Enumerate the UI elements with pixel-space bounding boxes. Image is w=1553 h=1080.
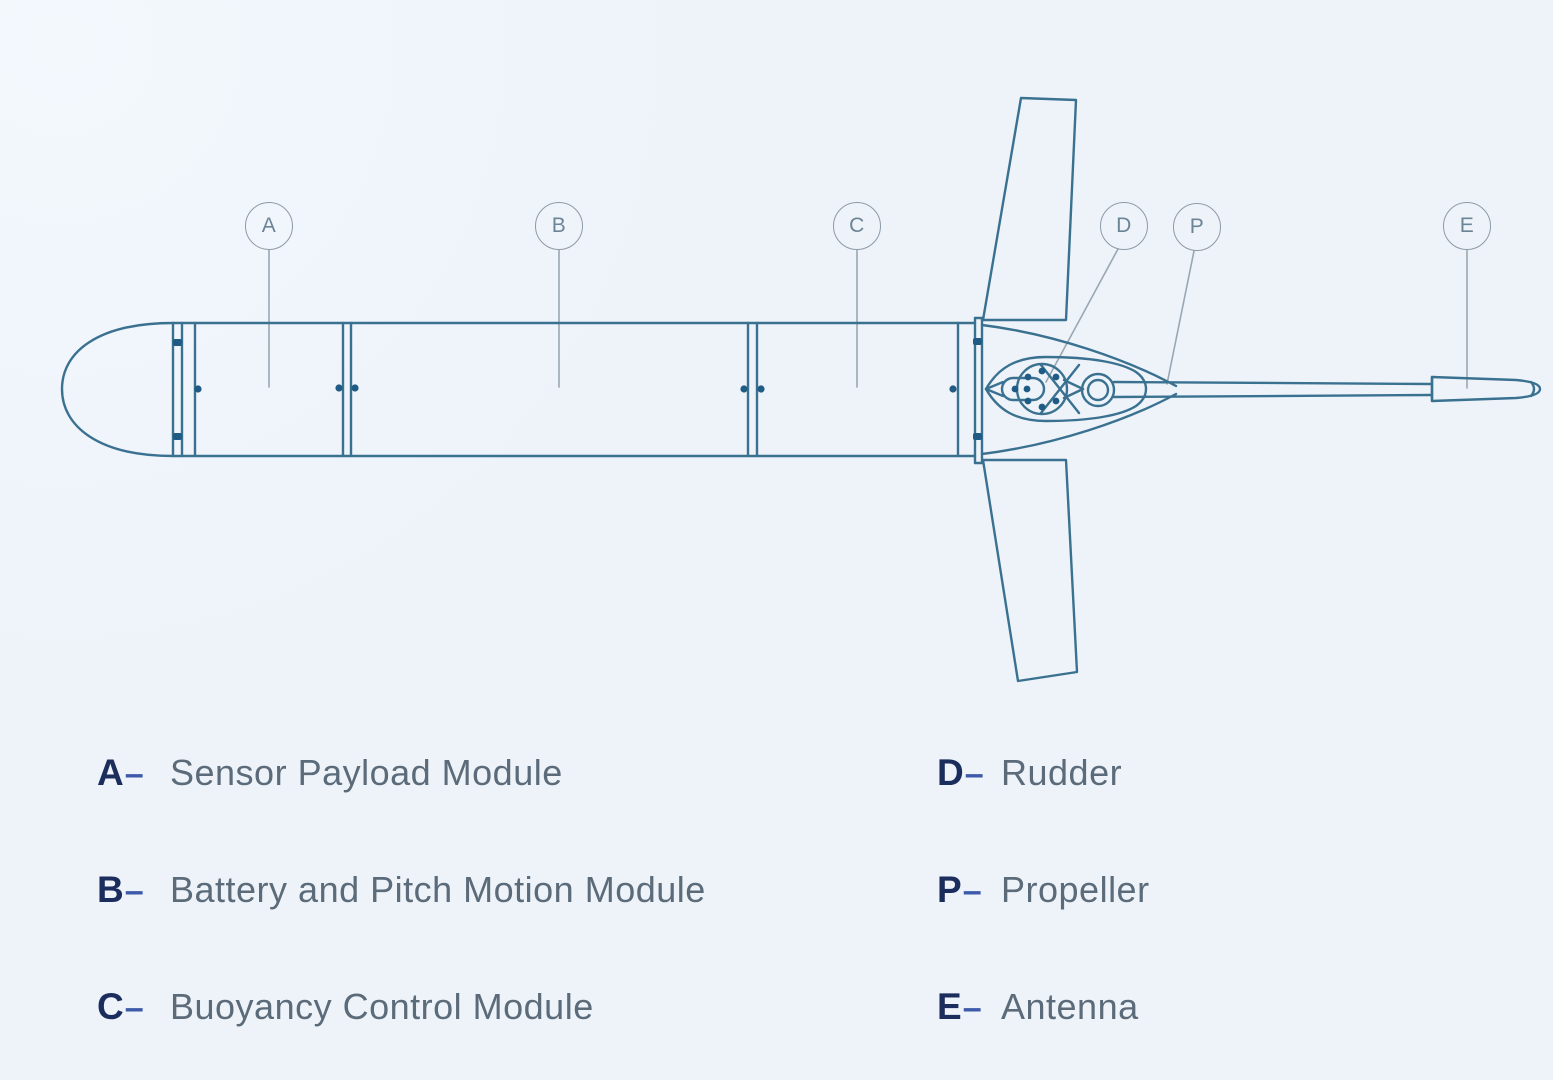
antenna-rod-bottom [1114, 395, 1432, 397]
actuator-dot [1012, 386, 1019, 393]
legend-label-p: Propeller [1001, 869, 1150, 910]
dash: – [124, 989, 144, 1027]
fastener [173, 339, 182, 346]
legend-key-c: C– [97, 986, 144, 1027]
fastener [194, 385, 201, 392]
callout-b [535, 202, 583, 250]
fastener [173, 433, 182, 440]
callout-d-letter: D [1116, 214, 1132, 237]
bolt [1039, 404, 1046, 411]
dash: – [964, 755, 984, 793]
callout-p-letter: P [1189, 215, 1205, 238]
actuator-body [1002, 378, 1044, 400]
antenna-tip [1432, 377, 1540, 401]
callout-e [1443, 202, 1491, 250]
bolt [1053, 398, 1060, 405]
tail-cone-bottom-edge [982, 394, 1176, 454]
upper-wing [983, 98, 1076, 320]
legend-item-d [937, 752, 1122, 794]
propeller-hub-inner [1088, 380, 1108, 400]
antenna-tip-cap [1531, 382, 1534, 396]
nose-cap [62, 323, 173, 456]
legend-key-b: B– [97, 869, 144, 910]
dash: – [124, 755, 144, 793]
legend-key-a: A– [97, 752, 144, 793]
tail-cone-top-edge [982, 325, 1176, 386]
legend-label-a: Sensor Payload Module [170, 752, 563, 793]
callout-c [833, 202, 881, 250]
bolt [1053, 374, 1060, 381]
leader-p [1167, 251, 1194, 384]
callout-a [245, 202, 293, 250]
callout-d [1100, 202, 1148, 250]
legend-item-b [97, 869, 706, 911]
legend-label-d: Rudder [1001, 752, 1123, 793]
lower-wing [983, 460, 1077, 681]
fastener [351, 384, 358, 391]
fastener [973, 433, 982, 440]
fastener [973, 338, 982, 345]
legend-key-p: P– [937, 869, 982, 910]
legend-key-d: D– [937, 752, 984, 793]
legend-item-c [97, 986, 594, 1028]
legend-key-e: E– [937, 986, 982, 1027]
callout-e-letter: E [1459, 214, 1475, 237]
callout-leader-lines [269, 249, 1467, 388]
callout-a-letter: A [261, 214, 277, 237]
bolt [1025, 398, 1032, 405]
actuator-dot [1024, 386, 1031, 393]
dash: – [962, 989, 982, 1027]
fastener [740, 385, 747, 392]
fastener [949, 385, 956, 392]
antenna-rod-top [1114, 382, 1432, 384]
fastener [335, 384, 342, 391]
callout-b-letter: B [551, 214, 567, 237]
fastener-dots [173, 338, 1059, 440]
legend-label-e: Antenna [1001, 986, 1139, 1027]
dash: – [962, 872, 982, 910]
fastener [757, 385, 764, 392]
legend-item-p [937, 869, 1150, 911]
dash: – [124, 872, 144, 910]
hull-outline [62, 98, 1540, 681]
bolt [1025, 374, 1032, 381]
legend-label-c: Buoyancy Control Module [170, 986, 594, 1027]
bolt [1039, 368, 1046, 375]
legend-item-a [97, 752, 563, 794]
legend-label-b: Battery and Pitch Motion Module [170, 869, 706, 910]
legend-item-e [937, 986, 1139, 1028]
callout-c-letter: C [849, 214, 865, 237]
callout-p [1173, 203, 1221, 251]
